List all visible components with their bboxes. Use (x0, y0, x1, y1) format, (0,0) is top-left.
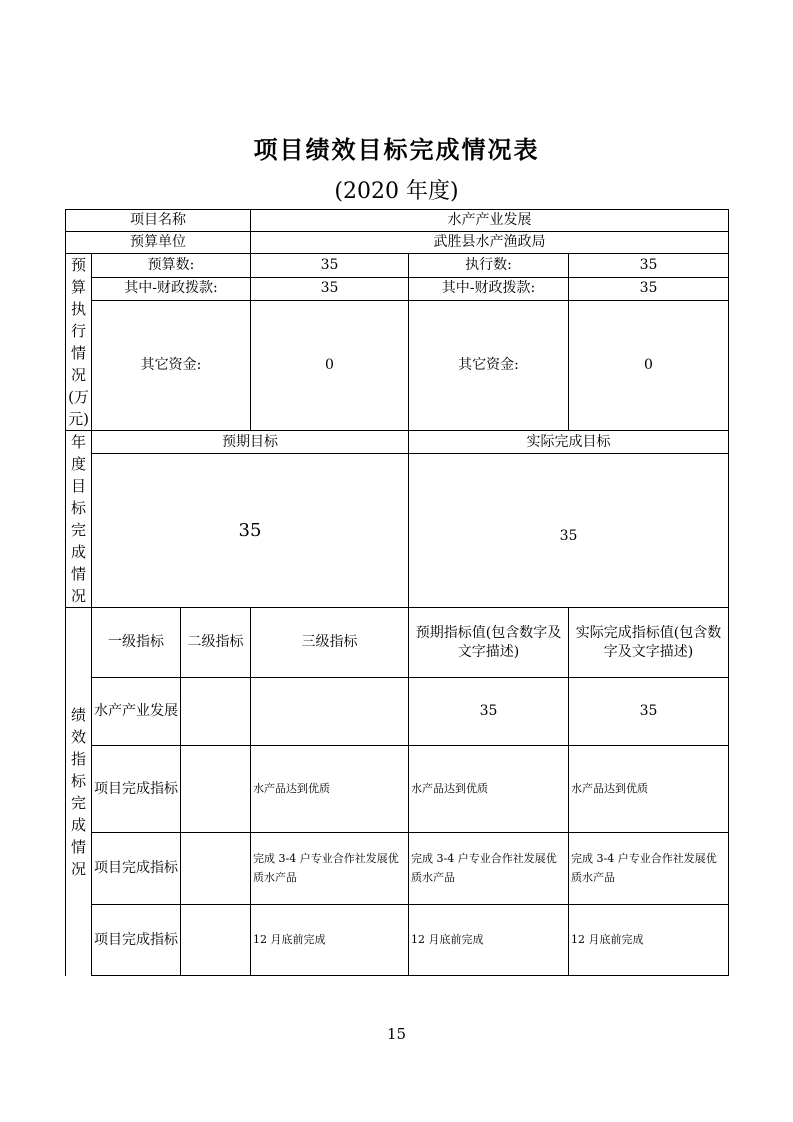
budget-unit-value: 武胜县水产渔政局 (251, 232, 729, 254)
fiscal-exec-label: 其中-财政拨款: (409, 277, 569, 301)
perf-expected: 水产品达到优质 (409, 746, 569, 833)
perf-l3: 完成 3-4 户专业合作社发展优质水产品 (251, 833, 409, 905)
project-name-value: 水产产业发展 (251, 210, 729, 232)
other-exec-value: 0 (569, 301, 729, 431)
perf-header-actual: 实际完成指标值(包含数字及文字描述) (569, 608, 729, 678)
expected-target-value: 35 (92, 454, 409, 608)
perf-actual: 35 (569, 678, 729, 746)
perf-l2 (181, 905, 251, 976)
perf-expected: 12 月底前完成 (409, 905, 569, 976)
budget-value: 35 (251, 254, 409, 278)
perf-header-row (66, 608, 729, 678)
exec-value: 35 (569, 254, 729, 278)
perf-expected: 35 (409, 678, 569, 746)
perf-l1: 水产产业发展 (92, 678, 181, 746)
perf-header-l2: 二级指标 (181, 608, 251, 678)
perf-l3: 12 月底前完成 (251, 905, 409, 976)
other-exec-label: 其它资金: (409, 301, 569, 431)
budget-row (66, 254, 729, 278)
perf-l3 (251, 678, 409, 746)
page-title: 项目绩效目标完成情况表 (253, 136, 540, 164)
fiscal-exec-value: 35 (569, 277, 729, 301)
table-row (66, 678, 729, 746)
table-row (66, 905, 729, 976)
annual-side-label: 年度目标完成情况 (66, 431, 92, 608)
perf-header-l3: 三级指标 (251, 608, 409, 678)
perf-l2 (181, 678, 251, 746)
performance-table (65, 209, 729, 976)
fiscal-label: 其中-财政拨款: (92, 277, 251, 301)
page-number: 15 (386, 1025, 407, 1043)
page-subtitle: (2020 年度) (334, 179, 459, 204)
perf-l3: 水产品达到优质 (251, 746, 409, 833)
perf-l2 (181, 833, 251, 905)
perf-actual: 完成 3-4 户专业合作社发展优质水产品 (569, 833, 729, 905)
perf-actual: 12 月底前完成 (569, 905, 729, 976)
table-row (66, 833, 729, 905)
perf-l1: 项目完成指标 (92, 833, 181, 905)
perf-actual: 水产品达到优质 (569, 746, 729, 833)
other-label: 其它资金: (92, 301, 251, 431)
perf-expected: 完成 3-4 户专业合作社发展优质水产品 (409, 833, 569, 905)
perf-l2 (181, 746, 251, 833)
budget-unit-label: 预算单位 (66, 232, 251, 254)
annual-value-row (66, 454, 729, 608)
actual-target-value: 35 (409, 454, 729, 608)
other-value: 0 (251, 301, 409, 431)
other-funds-row (66, 301, 729, 431)
perf-l1: 项目完成指标 (92, 746, 181, 833)
perf-header-l1: 一级指标 (92, 608, 181, 678)
project-name-label: 项目名称 (66, 210, 251, 232)
perf-header-expected: 预期指标值(包含数字及文字描述) (409, 608, 569, 678)
budget-side-label: 预算执行情况(万元) (66, 254, 92, 431)
exec-label: 执行数: (409, 254, 569, 278)
expected-target-label: 预期目标 (92, 431, 409, 454)
perf-l1: 项目完成指标 (92, 905, 181, 976)
table-row (66, 746, 729, 833)
fiscal-value: 35 (251, 277, 409, 301)
annual-header-row (66, 431, 729, 454)
actual-target-label: 实际完成目标 (409, 431, 729, 454)
budget-unit-row (66, 232, 729, 254)
perf-side-label: 绩效指标完成情况 (66, 608, 92, 976)
fiscal-row (66, 277, 729, 301)
project-name-row (66, 210, 729, 232)
budget-label: 预算数: (92, 254, 251, 278)
